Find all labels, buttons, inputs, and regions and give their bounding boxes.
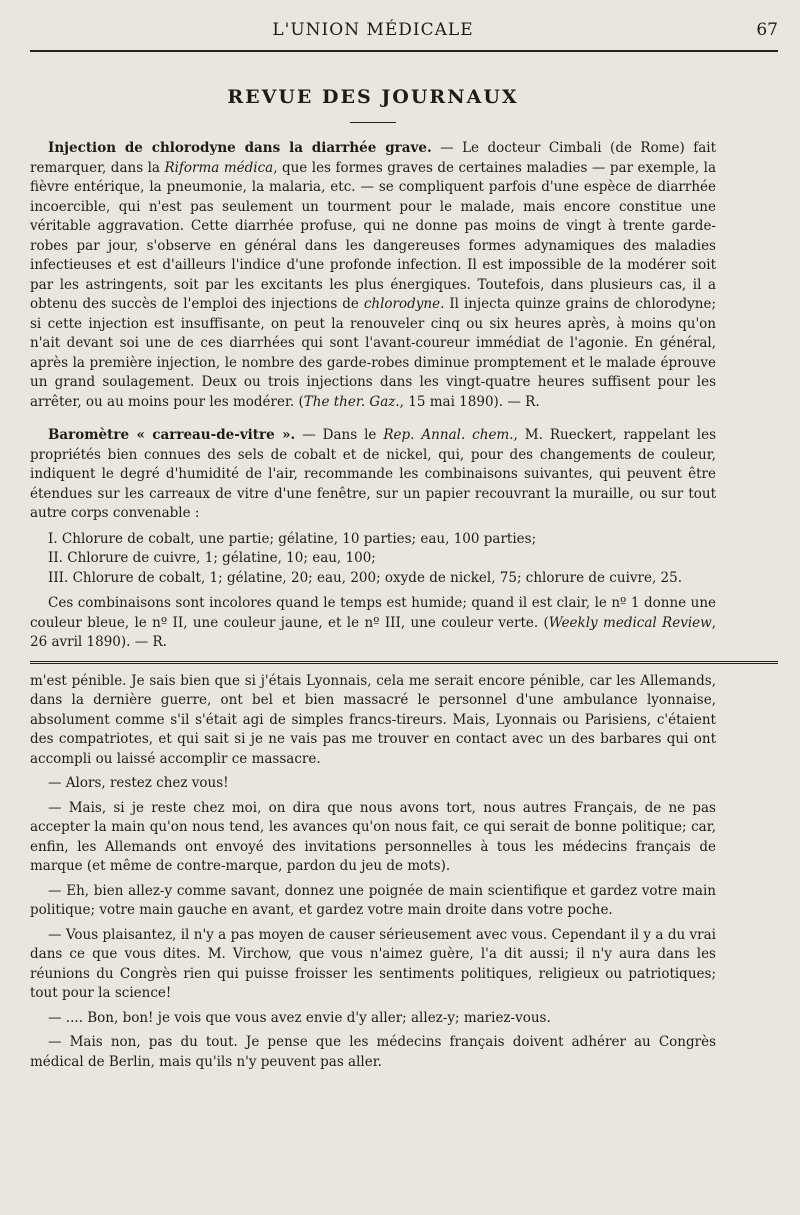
feuilleton-paragraph: — Eh, bien allez-y comme savant, donnez une poignée de main scientifique et gardez votre main politique; votre main gauche en avant, et gardez votre main droite dans votre poche. <box>30 882 716 918</box>
feuilleton <box>30 672 716 1073</box>
feuilleton-paragraph: — Vous plaisantez, il n'y a pas moyen de causer sérieusement avec vous. Cependant il y a du vrai dans ce que vous dites. M. Virchow, que vous n'aimez guère, l'a dit aussi; il n'y aura dans les réunions du Congrès rien qui puisse froisser les sentiments politiques, religieux ou patriotiques; tout pour la science! <box>30 926 716 1001</box>
source-citation: Weekly medical Review <box>548 614 712 631</box>
formula-item: I. Chlorure de cobalt, une partie; gélatine, 10 parties; eau, 100 parties; <box>48 530 537 547</box>
running-header <box>30 0 778 62</box>
section-rule <box>350 122 396 123</box>
journal-name: Riforma médica <box>164 159 274 176</box>
running-title: L'UNION MÉDICALE <box>272 20 474 40</box>
formula-item: III. Chlorure de cobalt, 1; gélatine, 20; eau, 200; oxyde de nickel, 75; chlorure de cuivre, 25. <box>48 569 683 586</box>
article-barometre <box>30 426 716 653</box>
feuilleton-paragraph: — Mais, si je reste chez moi, on dira que nous avons tort, nous autres Français, de ne pas accepter la main qu'on nous tend, les avances qu'on nous fait, ce qui serait de bonne politique; car, enfin, les Allemands ont envoyé des invitations personnelles à tous les médecins français de marque (et même de contre-marque, pardon du jeu de mots). <box>30 799 716 874</box>
feuilleton-paragraph: — Alors, restez chez vous! <box>48 775 229 791</box>
article-text: — Dans le <box>295 427 384 443</box>
article-text: , que les formes graves de certaines maladies — par exemple, la fièvre entérique, la pneumonie, la malaria, etc. — se compliquent parfois d'une espèce de diarrhée incoercible, qui n'est pas seulement un tourment pour le malade, mais encore constitue une véritable aggravation. Cette diarrhée profuse, qui ne donne pas moins de vingt à trente garde-robes par jour, s'observe en général dans les dangereuses formes adynamiques des maladies infectieuses et est d'ailleurs l'indice d'une profonde infection. Il est impossible de la modérer soit par les astringents, soit par les excitants les plus énergiques. Toutefois, dans plusieurs cas, il a obtenu des succès de l'emploi des injections de <box>30 159 716 312</box>
source-citation: The ther. Gaz. <box>303 393 400 410</box>
journal-name: Rep. Annal. chem. <box>383 427 514 443</box>
article-barometre-body <box>30 426 716 524</box>
article-text: , 26 avril 1890). — R. <box>30 614 716 650</box>
formula-list <box>30 530 716 589</box>
article-barometre-closing <box>30 594 716 653</box>
feuilleton-paragraph: m'est pénible. Je sais bien que si j'étais Lyonnais, cela me serait encore pénible, car les Allemands, dans la dernière guerre, ont bel et bien massacré le personnel d'une ambulance lyonnaise, absolument comme s'il s'était agi de simples francs-tireurs. Mais, Lyonnais ou Parisiens, c'étaient des compatriotes, et qui sait si je ne vais pas me trouver en contact avec un des barbares qui ont accompli ou laissé accomplir ce massacre. <box>30 672 716 767</box>
article-text: . Il injecta quinze grains de chlorodyne; si cette injection est insuffisante, on peut la renouveler cinq ou six heures après, à moins qu'on n'ait devant soi une de ces diarrhées qui sont l'avant-coureur immédiat de l'agonie. En général, après la première injection, le nombre des garde-robes diminue promptement et le malade éprouve un grand soulagement. Deux ou trois injections dans les vingt-quatre heures suffisent pour les arrêter, ou au moins pour les modérer. ( <box>30 296 717 410</box>
article-barometre-headline: Baromètre « carreau-de-vitre ». <box>48 427 296 443</box>
article-text: , M. Rueckert, rappelant les propriétés bien connues des sels de cobalt et de nickel, qui, pour des changements de couleur, indiquent le degré d'humidité de l'air, recommande les combinaisons suivantes, qui peuvent être étendues sur les carreaux de vitre d'une fenêtre, sur un papier recouvrant la muraille, ou sur tout autre corps convenable : <box>30 427 717 521</box>
feuilleton-paragraph: — .... Bon, bon! je vois que vous avez envie d'y aller; allez-y; mariez-vous. <box>48 1009 551 1026</box>
feuilleton-paragraph: — Mais non, pas du tout. Je pense que les médecins français doivent adhérer au Congrès médical de Berlin, mais qu'ils n'y peuvent pas aller. <box>30 1034 716 1070</box>
article-chlorodyne-headline: Injection de chlorodyne dans la diarrhée grave. <box>48 140 432 156</box>
article-text: , 15 mai 1890). — R. <box>399 393 540 410</box>
section-title: REVUE DES JOURNAUX <box>227 86 519 108</box>
page-number: 67 <box>756 20 778 40</box>
article-chlorodyne-body <box>30 139 716 412</box>
formula-item: II. Chlorure de cuivre, 1; gélatine, 10; eau, 100; <box>48 550 376 566</box>
header-rule <box>30 50 778 52</box>
article-text: — Le docteur Cimbali (de Rome) fait remarquer, dans la <box>30 140 717 176</box>
feuilleton-divider <box>30 661 778 664</box>
article-chlorodyne <box>30 139 716 412</box>
drug-name: chlorodyne <box>363 296 441 312</box>
article-text: Ces combinaisons sont incolores quand le temps est humide; quand il est clair, le nº 1 donne une couleur bleue, le nº II, une couleur jaune, et le nº III, une couleur verte. ( <box>30 595 716 631</box>
